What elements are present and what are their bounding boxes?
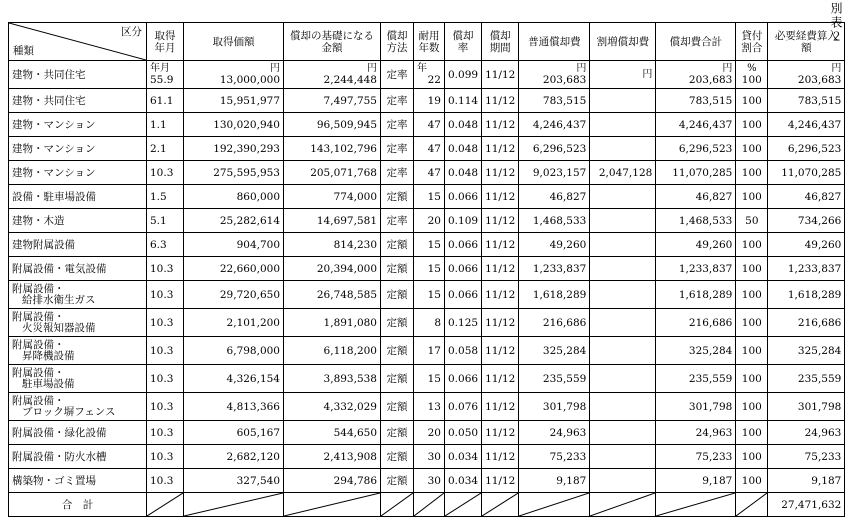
method-cell: 定額 — [381, 309, 414, 337]
method-cell: 定率 — [381, 209, 414, 233]
price-cell: 327,540 — [184, 469, 284, 493]
expense-cell: 9,187 — [768, 469, 845, 493]
total-expense-cell: 27,471,632 — [768, 493, 845, 517]
rate-cell: 0.066 — [445, 281, 482, 309]
method-cell: 定額 — [381, 281, 414, 309]
expense-cell: 216,686 — [768, 309, 845, 337]
kind-cell: 建物附属設備 — [9, 233, 147, 257]
period-cell: 11/12 — [482, 137, 519, 161]
total-cell: 1,233,837 — [656, 257, 736, 281]
base-cell: 4,332,029 — [284, 393, 381, 421]
period-cell: 11/12 — [482, 337, 519, 365]
period-cell: 11/12 — [482, 113, 519, 137]
header-life: 耐用年数 — [414, 23, 445, 61]
extra-cell — [590, 421, 656, 445]
lend-cell: 100 — [736, 257, 768, 281]
extra-cell — [590, 281, 656, 309]
date-cell: 5.1 — [147, 209, 184, 233]
date-cell: 10.3 — [147, 337, 184, 365]
total-label: 合 計 — [9, 493, 147, 517]
header-normal: 普通償却費 — [519, 23, 590, 61]
base-cell: 14,697,581 — [284, 209, 381, 233]
price-cell: 2,682,120 — [184, 445, 284, 469]
period-cell: 11/12 — [482, 469, 519, 493]
base-cell: 143,102,796 — [284, 137, 381, 161]
method-cell: 定額 — [381, 365, 414, 393]
lend-cell: 100 — [736, 421, 768, 445]
life-cell: 47 — [414, 113, 445, 137]
life-cell: 15 — [414, 233, 445, 257]
method-cell: 定額 — [381, 185, 414, 209]
kind-cell: 附属設備・ 昇降機設備 — [9, 337, 147, 365]
kind-cell: 附属設備・ 駐車場設備 — [9, 365, 147, 393]
base-cell: 774,000 — [284, 185, 381, 209]
table-row — [9, 61, 845, 89]
extra-cell — [590, 137, 656, 161]
total-cell: 1,618,289 — [656, 281, 736, 309]
method-cell: 定率 — [381, 113, 414, 137]
kind-cell: 附属設備・ 火災報知器設備 — [9, 309, 147, 337]
price-cell: 860,000 — [184, 185, 284, 209]
extra-cell — [590, 309, 656, 337]
crossed-out-cell — [656, 493, 736, 517]
lend-cell: 100 — [736, 445, 768, 469]
crossed-out-cell — [736, 493, 768, 517]
total-cell: 783,515 — [656, 89, 736, 113]
crossed-out-cell — [147, 493, 184, 517]
price-cell: 6,798,000 — [184, 337, 284, 365]
rate-cell: 0.066 — [445, 365, 482, 393]
base-cell: 7,497,755 — [284, 89, 381, 113]
date-cell: 10.3 — [147, 469, 184, 493]
kind-cell: 附属設備・電気設備 — [9, 257, 147, 281]
total-cell: 11,070,285 — [656, 161, 736, 185]
kind-cell: 構築物・ゴミ置場 — [9, 469, 147, 493]
price-cell: 29,720,650 — [184, 281, 284, 309]
header-row — [9, 23, 845, 61]
method-cell: 定額 — [381, 469, 414, 493]
period-cell: 11/12 — [482, 281, 519, 309]
price-cell: 円 13,000,000 — [184, 61, 284, 89]
expense-cell: 1,618,289 — [768, 281, 845, 309]
date-cell: 10.3 — [147, 309, 184, 337]
kind-cell: 建物・共同住宅 — [9, 89, 147, 113]
method-cell: 定率 — [381, 161, 414, 185]
period-cell: 11/12 — [482, 445, 519, 469]
header-rate: 償却率 — [445, 23, 482, 61]
table-row — [9, 445, 845, 469]
period-cell: 11/12 — [482, 161, 519, 185]
rate-cell: 0.048 — [445, 137, 482, 161]
kind-cell: 建物・マンション — [9, 137, 147, 161]
price-cell: 130,020,940 — [184, 113, 284, 137]
header-category: 区分 — [121, 26, 142, 38]
extra-cell: 円 — [590, 61, 656, 89]
base-cell: 2,413,908 — [284, 445, 381, 469]
method-cell: 定率 — [381, 137, 414, 161]
table-row — [9, 185, 845, 209]
category-kind-header — [9, 23, 147, 61]
method-cell: 定率 — [381, 89, 414, 113]
date-cell: 10.3 — [147, 161, 184, 185]
expense-cell: 235,559 — [768, 365, 845, 393]
table-row — [9, 469, 845, 493]
extra-cell — [590, 365, 656, 393]
normal-cell: 325,284 — [519, 337, 590, 365]
table-row — [9, 233, 845, 257]
method-cell: 定額 — [381, 257, 414, 281]
table-row — [9, 365, 845, 393]
header-extra: 割増償却費 — [590, 23, 656, 61]
lend-cell: 100 — [736, 137, 768, 161]
price-cell: 904,700 — [184, 233, 284, 257]
expense-cell: 6,296,523 — [768, 137, 845, 161]
header-kind: 種類 — [13, 45, 34, 57]
kind-cell: 設備・駐車場設備 — [9, 185, 147, 209]
rate-cell: 0.066 — [445, 257, 482, 281]
total-cell: 325,284 — [656, 337, 736, 365]
crossed-out-cell — [519, 493, 590, 517]
date-cell: 2.1 — [147, 137, 184, 161]
period-cell: 11/12 — [482, 393, 519, 421]
header-lend: 貸付割合 — [736, 23, 768, 61]
table-row — [9, 281, 845, 309]
crossed-out-cell — [414, 493, 445, 517]
lend-cell: 100 — [736, 185, 768, 209]
expense-cell: 49,260 — [768, 233, 845, 257]
rate-cell: 0.048 — [445, 113, 482, 137]
period-cell: 11/12 — [482, 309, 519, 337]
date-cell: 10.3 — [147, 257, 184, 281]
table-row — [9, 257, 845, 281]
total-cell: 216,686 — [656, 309, 736, 337]
normal-cell: 301,798 — [519, 393, 590, 421]
base-cell: 205,071,768 — [284, 161, 381, 185]
header-acq-date: 取得年月 — [147, 23, 184, 61]
expense-cell: 円 203,683 — [768, 61, 845, 89]
header-total: 償却費合計 — [656, 23, 736, 61]
lend-cell: 100 — [736, 309, 768, 337]
total-cell: 円 203,683 — [656, 61, 736, 89]
total-cell: 9,187 — [656, 469, 736, 493]
period-cell: 11/12 — [482, 257, 519, 281]
total-row — [9, 493, 845, 517]
date-cell: 6.3 — [147, 233, 184, 257]
rate-cell: 0.125 — [445, 309, 482, 337]
method-cell: 定率 — [381, 61, 414, 89]
normal-cell: 1,233,837 — [519, 257, 590, 281]
rate-cell: 0.034 — [445, 469, 482, 493]
kind-cell: 附属設備・防火水槽 — [9, 445, 147, 469]
extra-cell — [590, 445, 656, 469]
table-row — [9, 89, 845, 113]
extra-cell — [590, 113, 656, 137]
date-cell: 年月 55.9 — [147, 61, 184, 89]
life-cell: 15 — [414, 365, 445, 393]
normal-cell: 235,559 — [519, 365, 590, 393]
date-cell: 61.1 — [147, 89, 184, 113]
lend-cell: 100 — [736, 281, 768, 309]
rate-cell: 0.109 — [445, 209, 482, 233]
crossed-out-cell — [184, 493, 284, 517]
expense-cell: 11,070,285 — [768, 161, 845, 185]
table-row — [9, 161, 845, 185]
total-cell: 46,827 — [656, 185, 736, 209]
period-cell: 11/12 — [482, 89, 519, 113]
life-cell: 8 — [414, 309, 445, 337]
kind-cell: 建物・木造 — [9, 209, 147, 233]
life-cell: 13 — [414, 393, 445, 421]
crossed-out-cell — [445, 493, 482, 517]
date-cell: 10.3 — [147, 281, 184, 309]
period-cell: 11/12 — [482, 421, 519, 445]
lend-cell: 50 — [736, 209, 768, 233]
life-cell: 20 — [414, 421, 445, 445]
extra-cell: 2,047,128 — [590, 161, 656, 185]
method-cell: 定額 — [381, 421, 414, 445]
table-row — [9, 393, 845, 421]
normal-cell: 75,233 — [519, 445, 590, 469]
rate-cell: 0.050 — [445, 421, 482, 445]
base-cell: 26,748,585 — [284, 281, 381, 309]
method-cell: 定額 — [381, 337, 414, 365]
base-cell: 円 2,244,448 — [284, 61, 381, 89]
life-cell: 19 — [414, 89, 445, 113]
date-cell: 10.3 — [147, 445, 184, 469]
period-cell: 11/12 — [482, 61, 519, 89]
normal-cell: 49,260 — [519, 233, 590, 257]
extra-cell — [590, 233, 656, 257]
base-cell: 814,230 — [284, 233, 381, 257]
expense-cell: 301,798 — [768, 393, 845, 421]
base-cell: 6,118,200 — [284, 337, 381, 365]
lend-cell: 100 — [736, 161, 768, 185]
expense-cell: 325,284 — [768, 337, 845, 365]
extra-cell — [590, 337, 656, 365]
date-cell: 10.3 — [147, 393, 184, 421]
expense-cell: 24,963 — [768, 421, 845, 445]
base-cell: 294,786 — [284, 469, 381, 493]
kind-cell: 附属設備・緑化設備 — [9, 421, 147, 445]
total-cell: 6,296,523 — [656, 137, 736, 161]
extra-cell — [590, 257, 656, 281]
header-expense: 必要経費算入額 — [768, 23, 845, 61]
life-cell: 30 — [414, 445, 445, 469]
total-cell: 1,468,533 — [656, 209, 736, 233]
extra-cell — [590, 185, 656, 209]
base-cell: 1,891,080 — [284, 309, 381, 337]
normal-cell: 216,686 — [519, 309, 590, 337]
normal-cell: 46,827 — [519, 185, 590, 209]
total-cell: 49,260 — [656, 233, 736, 257]
rate-cell: 0.066 — [445, 233, 482, 257]
rate-cell: 0.058 — [445, 337, 482, 365]
expense-cell: 734,266 — [768, 209, 845, 233]
price-cell: 2,101,200 — [184, 309, 284, 337]
price-cell: 605,167 — [184, 421, 284, 445]
method-cell: 定額 — [381, 445, 414, 469]
period-cell: 11/12 — [482, 209, 519, 233]
table-row — [9, 137, 845, 161]
depreciation-table — [8, 22, 845, 517]
expense-cell: 1,233,837 — [768, 257, 845, 281]
life-cell: 15 — [414, 185, 445, 209]
kind-cell: 建物・共同住宅 — [9, 61, 147, 89]
extra-cell — [590, 209, 656, 233]
life-cell: 年 22 — [414, 61, 445, 89]
normal-cell: 9,023,157 — [519, 161, 590, 185]
normal-cell: 1,618,289 — [519, 281, 590, 309]
life-cell: 17 — [414, 337, 445, 365]
life-cell: 15 — [414, 257, 445, 281]
total-cell: 24,963 — [656, 421, 736, 445]
normal-cell: 783,515 — [519, 89, 590, 113]
extra-cell — [590, 469, 656, 493]
expense-cell: 75,233 — [768, 445, 845, 469]
base-cell: 96,509,945 — [284, 113, 381, 137]
header-period: 償却期間 — [482, 23, 519, 61]
expense-cell: 783,515 — [768, 89, 845, 113]
base-cell: 544,650 — [284, 421, 381, 445]
table-row — [9, 421, 845, 445]
life-cell: 20 — [414, 209, 445, 233]
life-cell: 47 — [414, 161, 445, 185]
extra-cell — [590, 89, 656, 113]
normal-cell: 円 203,683 — [519, 61, 590, 89]
lend-cell: 100 — [736, 393, 768, 421]
lend-cell: % 100 — [736, 61, 768, 89]
extra-cell — [590, 393, 656, 421]
side-label: 別表２ — [829, 2, 843, 44]
rate-cell: 0.048 — [445, 161, 482, 185]
date-cell: 1.5 — [147, 185, 184, 209]
rate-cell: 0.034 — [445, 445, 482, 469]
total-cell: 75,233 — [656, 445, 736, 469]
base-cell: 3,893,538 — [284, 365, 381, 393]
table-row — [9, 309, 845, 337]
crossed-out-cell — [381, 493, 414, 517]
kind-cell: 附属設備・ 給排水衛生ガス — [9, 281, 147, 309]
normal-cell: 9,187 — [519, 469, 590, 493]
lend-cell: 100 — [736, 113, 768, 137]
date-cell: 10.3 — [147, 421, 184, 445]
price-cell: 4,813,366 — [184, 393, 284, 421]
price-cell: 192,390,293 — [184, 137, 284, 161]
date-cell: 1.1 — [147, 113, 184, 137]
price-cell: 22,660,000 — [184, 257, 284, 281]
base-cell: 20,394,000 — [284, 257, 381, 281]
crossed-out-cell — [590, 493, 656, 517]
normal-cell: 24,963 — [519, 421, 590, 445]
lend-cell: 100 — [736, 337, 768, 365]
rate-cell: 0.114 — [445, 89, 482, 113]
period-cell: 11/12 — [482, 365, 519, 393]
lend-cell: 100 — [736, 365, 768, 393]
method-cell: 定額 — [381, 393, 414, 421]
price-cell: 4,326,154 — [184, 365, 284, 393]
total-cell: 4,246,437 — [656, 113, 736, 137]
date-cell: 10.3 — [147, 365, 184, 393]
kind-cell: 建物・マンション — [9, 161, 147, 185]
header-acq-price: 取得価額 — [184, 23, 284, 61]
kind-cell: 建物・マンション — [9, 113, 147, 137]
table-row — [9, 337, 845, 365]
expense-cell: 46,827 — [768, 185, 845, 209]
life-cell: 15 — [414, 281, 445, 309]
period-cell: 11/12 — [482, 185, 519, 209]
expense-cell: 4,246,437 — [768, 113, 845, 137]
rate-cell: 0.066 — [445, 185, 482, 209]
total-cell: 235,559 — [656, 365, 736, 393]
price-cell: 15,951,977 — [184, 89, 284, 113]
life-cell: 47 — [414, 137, 445, 161]
method-cell: 定額 — [381, 233, 414, 257]
normal-cell: 1,468,533 — [519, 209, 590, 233]
kind-cell: 附属設備・ ブロック塀フェンス — [9, 393, 147, 421]
rate-cell: 0.099 — [445, 61, 482, 89]
normal-cell: 4,246,437 — [519, 113, 590, 137]
normal-cell: 6,296,523 — [519, 137, 590, 161]
price-cell: 25,282,614 — [184, 209, 284, 233]
lend-cell: 100 — [736, 469, 768, 493]
price-cell: 275,595,953 — [184, 161, 284, 185]
crossed-out-cell — [284, 493, 381, 517]
life-cell: 30 — [414, 469, 445, 493]
header-method: 償却方法 — [381, 23, 414, 61]
crossed-out-cell — [482, 493, 519, 517]
table-row — [9, 113, 845, 137]
lend-cell: 100 — [736, 233, 768, 257]
table-row — [9, 209, 845, 233]
period-cell: 11/12 — [482, 233, 519, 257]
lend-cell: 100 — [736, 89, 768, 113]
total-cell: 301,798 — [656, 393, 736, 421]
rate-cell: 0.076 — [445, 393, 482, 421]
header-base: 償却の基礎になる金額 — [284, 23, 381, 61]
